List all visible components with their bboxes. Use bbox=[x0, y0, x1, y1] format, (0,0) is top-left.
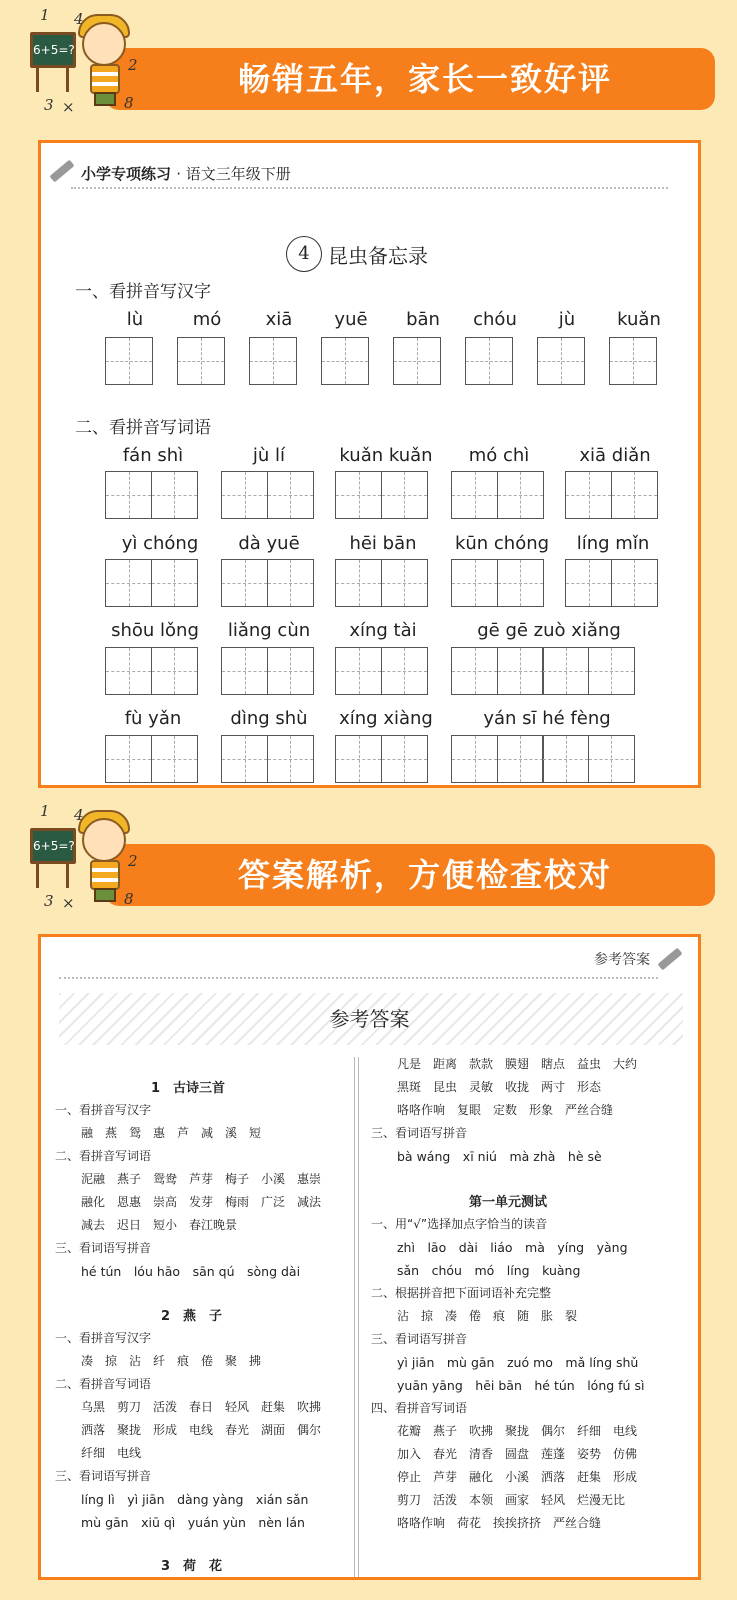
pinyin-label: yì chóng bbox=[121, 533, 199, 554]
pinyin-label: fù yǎn bbox=[124, 708, 182, 729]
answer-section: 四、看拼音写词语 bbox=[371, 1401, 468, 1415]
header-divider bbox=[59, 977, 658, 979]
kid-legs-icon bbox=[94, 888, 116, 902]
answer-line: 凑 掠 沾 纤 痕 倦 聚 拂 bbox=[81, 1354, 262, 1368]
answer-line: 剪刀 活泼 本领 画家 轻风 烂漫无比 bbox=[397, 1493, 626, 1507]
answer-section: 一、看拼音写汉字 bbox=[55, 1331, 152, 1345]
answer-line: 泥融 燕子 鸳鸯 芦芽 梅子 小溪 惠崇 bbox=[81, 1172, 322, 1186]
writing-grid-pair[interactable] bbox=[105, 471, 196, 519]
answer-line: 花瓣 燕子 吹拂 聚拢 偶尔 纤细 电线 bbox=[397, 1424, 638, 1438]
writing-grid-pair[interactable] bbox=[221, 471, 312, 519]
pinyin-label: yuē bbox=[334, 309, 368, 330]
worksheet-panel bbox=[38, 140, 701, 788]
pinyin-label: xiā diǎn bbox=[579, 445, 651, 466]
writing-grid-pair[interactable] bbox=[221, 559, 312, 607]
answers-panel bbox=[38, 934, 701, 1580]
section-title: 一、看拼音写汉字 bbox=[75, 282, 211, 302]
pinyin-label: fán shì bbox=[122, 445, 184, 466]
lesson-title: 昆虫备忘录 bbox=[328, 243, 428, 268]
answer-line: 停止 芦芽 融化 小溪 洒落 赶集 形成 bbox=[397, 1470, 638, 1484]
writing-grid-pair[interactable] bbox=[451, 471, 542, 519]
pinyin-label: xíng xiàng bbox=[339, 708, 433, 729]
pinyin-label: lù bbox=[126, 309, 144, 330]
doodle-number: 8 bbox=[124, 94, 134, 112]
answer-line: líng lì yì jiān dàng yàng xián sǎn bbox=[81, 1492, 309, 1507]
pinyin-label: bān bbox=[406, 309, 440, 330]
pinyin-label: kuǎn bbox=[617, 309, 661, 330]
writing-grid[interactable] bbox=[249, 337, 297, 385]
answer-section: 三、看词语写拼音 bbox=[371, 1126, 468, 1140]
chalkboard-icon: 6+5=? bbox=[30, 828, 76, 864]
answer-line: yì jiān mù gān zuó mo mǎ líng shǔ bbox=[397, 1355, 639, 1370]
banner-bottom bbox=[0, 796, 737, 912]
answer-line: 咯咯作响 复眼 定数 形象 严丝合缝 bbox=[397, 1103, 614, 1117]
column-divider bbox=[358, 1057, 359, 1577]
lesson-answer-title: 3 荷 花 bbox=[161, 1559, 223, 1574]
doodle-number: 8 bbox=[124, 890, 134, 908]
doodle-number: 4 bbox=[74, 10, 84, 28]
answer-line: mù gān xiū qì yuán yùn nèn lán bbox=[81, 1515, 305, 1530]
answer-line: 加入 春光 清香 圆盘 莲蓬 姿势 仿佛 bbox=[397, 1447, 638, 1461]
writing-grid-quad[interactable] bbox=[451, 735, 633, 783]
section-title: 二、看拼音写词语 bbox=[75, 418, 211, 438]
pinyin-label: liǎng cùn bbox=[227, 620, 311, 641]
header-title: 小学专项练习 bbox=[81, 165, 172, 183]
kid-body-icon bbox=[90, 860, 120, 890]
header-subtitle: · 语文三年级下册 bbox=[176, 165, 291, 183]
writing-grid-pair[interactable] bbox=[451, 559, 542, 607]
pinyin-label: jù bbox=[558, 309, 576, 330]
lesson-answer-title: 2 燕 子 bbox=[161, 1309, 223, 1324]
chalkboard-leg bbox=[66, 862, 69, 888]
header-divider bbox=[71, 187, 668, 189]
answer-line: 洒落 聚拢 形成 电线 春光 湖面 偶尔 bbox=[81, 1423, 322, 1437]
writing-grid[interactable] bbox=[177, 337, 225, 385]
pinyin-label: kuǎn kuǎn bbox=[339, 445, 433, 466]
writing-grid[interactable] bbox=[321, 337, 369, 385]
pinyin-label: mó bbox=[192, 309, 222, 330]
writing-grid-pair[interactable] bbox=[335, 647, 426, 695]
worksheet-header bbox=[81, 163, 291, 184]
writing-grid-pair[interactable] bbox=[105, 735, 196, 783]
corner-label: 参考答案 bbox=[594, 952, 650, 968]
writing-grid-quad[interactable] bbox=[451, 647, 633, 695]
doodle-number: 1 bbox=[40, 802, 50, 820]
pinyin-label: dìng shù bbox=[230, 708, 308, 729]
pinyin-label: shōu lǒng bbox=[111, 620, 199, 641]
kid-body-icon bbox=[90, 64, 120, 94]
banner-top bbox=[0, 0, 737, 116]
banner-title: 畅销五年，家长一致好评 bbox=[237, 60, 612, 98]
answer-line: zhì lāo dài liáo mà yíng yàng bbox=[397, 1240, 628, 1255]
answer-line: 融 燕 鸳 惠 芦 减 溪 短 bbox=[81, 1126, 262, 1140]
answer-line: 凡是 距离 款款 膜翅 瞎点 益虫 大约 bbox=[397, 1057, 638, 1071]
kid-head-icon bbox=[82, 818, 126, 862]
writing-grid[interactable] bbox=[393, 337, 441, 385]
writing-grid-pair[interactable] bbox=[105, 647, 196, 695]
pinyin-label: jù lí bbox=[252, 445, 286, 466]
pinyin-label: kūn chóng bbox=[454, 533, 550, 554]
kid-legs-icon bbox=[94, 92, 116, 106]
answer-line: yuān yāng hēi bān hé tún lóng fú sì bbox=[397, 1378, 645, 1393]
writing-grid-pair[interactable] bbox=[565, 471, 656, 519]
pinyin-label: gē gē zuò xiǎng bbox=[477, 620, 621, 641]
lesson-number: 4 bbox=[286, 236, 322, 272]
pinyin-label: mó chì bbox=[468, 445, 530, 466]
writing-grid-pair[interactable] bbox=[221, 735, 312, 783]
answer-line: bà wáng xī niú mà zhà hè sè bbox=[397, 1149, 602, 1164]
doodle-symbol: × bbox=[62, 894, 75, 912]
doodle-number: 3 bbox=[44, 892, 54, 910]
doodle-number: 2 bbox=[128, 56, 138, 74]
doodle-number: 3 bbox=[44, 96, 54, 114]
answer-section: 三、看词语写拼音 bbox=[371, 1332, 468, 1346]
doodle-symbol: × bbox=[62, 98, 75, 116]
answer-line: sǎn chóu mó líng kuàng bbox=[397, 1263, 581, 1278]
writing-grid-pair[interactable] bbox=[335, 471, 426, 519]
doodle-number: 1 bbox=[40, 6, 50, 24]
chalkboard-icon: 6+5=? bbox=[30, 32, 76, 68]
pencil-icon bbox=[49, 160, 74, 183]
answer-line: 乌黑 剪刀 活泼 春日 轻风 赶集 吹拂 bbox=[81, 1400, 322, 1414]
writing-grid[interactable] bbox=[537, 337, 585, 385]
pinyin-label: chóu bbox=[473, 309, 517, 330]
answer-line: 减去 迟日 短小 春江晚景 bbox=[81, 1218, 238, 1232]
answer-section: 二、根据拼音把下面词语补充完整 bbox=[371, 1286, 552, 1300]
banner-bar bbox=[105, 844, 715, 906]
pinyin-label: hēi bān bbox=[349, 533, 417, 554]
answer-section: 三、看词语写拼音 bbox=[55, 1469, 152, 1483]
writing-grid-pair[interactable] bbox=[335, 735, 426, 783]
answer-section: 二、看拼音写词语 bbox=[55, 1149, 152, 1163]
column-divider bbox=[354, 1057, 355, 1577]
chalkboard-leg bbox=[36, 66, 39, 92]
answer-line: hé tún lóu hāo sān qú sòng dài bbox=[81, 1264, 301, 1279]
pinyin-label: xíng tài bbox=[349, 620, 417, 641]
lesson-answer-title: 1 古诗三首 bbox=[151, 1081, 226, 1096]
answer-line: 纤细 电线 bbox=[81, 1446, 142, 1460]
answer-line: 沾 掠 凑 倦 痕 随 胀 裂 bbox=[397, 1309, 578, 1323]
kid-head-icon bbox=[82, 22, 126, 66]
writing-grid[interactable] bbox=[105, 337, 153, 385]
writing-grid-pair[interactable] bbox=[565, 559, 656, 607]
answer-line: 黑斑 昆虫 灵敏 收拢 两寸 形态 bbox=[397, 1080, 602, 1094]
answer-section: 一、看拼音写汉字 bbox=[55, 1103, 152, 1117]
writing-grid-pair[interactable] bbox=[105, 559, 196, 607]
pinyin-label: yán sī hé fèng bbox=[483, 708, 611, 729]
writing-grid[interactable] bbox=[609, 337, 657, 385]
chalkboard-leg bbox=[36, 862, 39, 888]
doodle-number: 4 bbox=[74, 806, 84, 824]
answer-line: 咯咯作响 荷花 挨挨挤挤 严丝合缝 bbox=[397, 1516, 602, 1530]
unit-test-title: 第一单元测试 bbox=[469, 1195, 548, 1210]
writing-grid-pair[interactable] bbox=[221, 647, 312, 695]
banner-bar bbox=[105, 48, 715, 110]
writing-grid-pair[interactable] bbox=[335, 559, 426, 607]
pinyin-label: xiā bbox=[265, 309, 293, 330]
answer-section: 三、看词语写拼音 bbox=[55, 1241, 152, 1255]
pencil-icon bbox=[657, 948, 682, 971]
writing-grid[interactable] bbox=[465, 337, 513, 385]
banner-title: 答案解析，方便检查校对 bbox=[237, 856, 612, 894]
answer-line: 融化 恩惠 崇高 发芽 梅雨 广泛 减法 bbox=[81, 1195, 322, 1209]
answer-section: 二、看拼音写词语 bbox=[55, 1377, 152, 1391]
chalkboard-leg bbox=[66, 66, 69, 92]
lesson-heading bbox=[286, 236, 428, 272]
answer-section: 一、用“√”选择加点字恰当的读音 bbox=[371, 1217, 548, 1231]
answers-title: 参考答案 bbox=[329, 1007, 410, 1031]
doodle-number: 2 bbox=[128, 852, 138, 870]
pinyin-label: líng mǐn bbox=[576, 533, 650, 554]
pinyin-label: dà yuē bbox=[238, 533, 300, 554]
